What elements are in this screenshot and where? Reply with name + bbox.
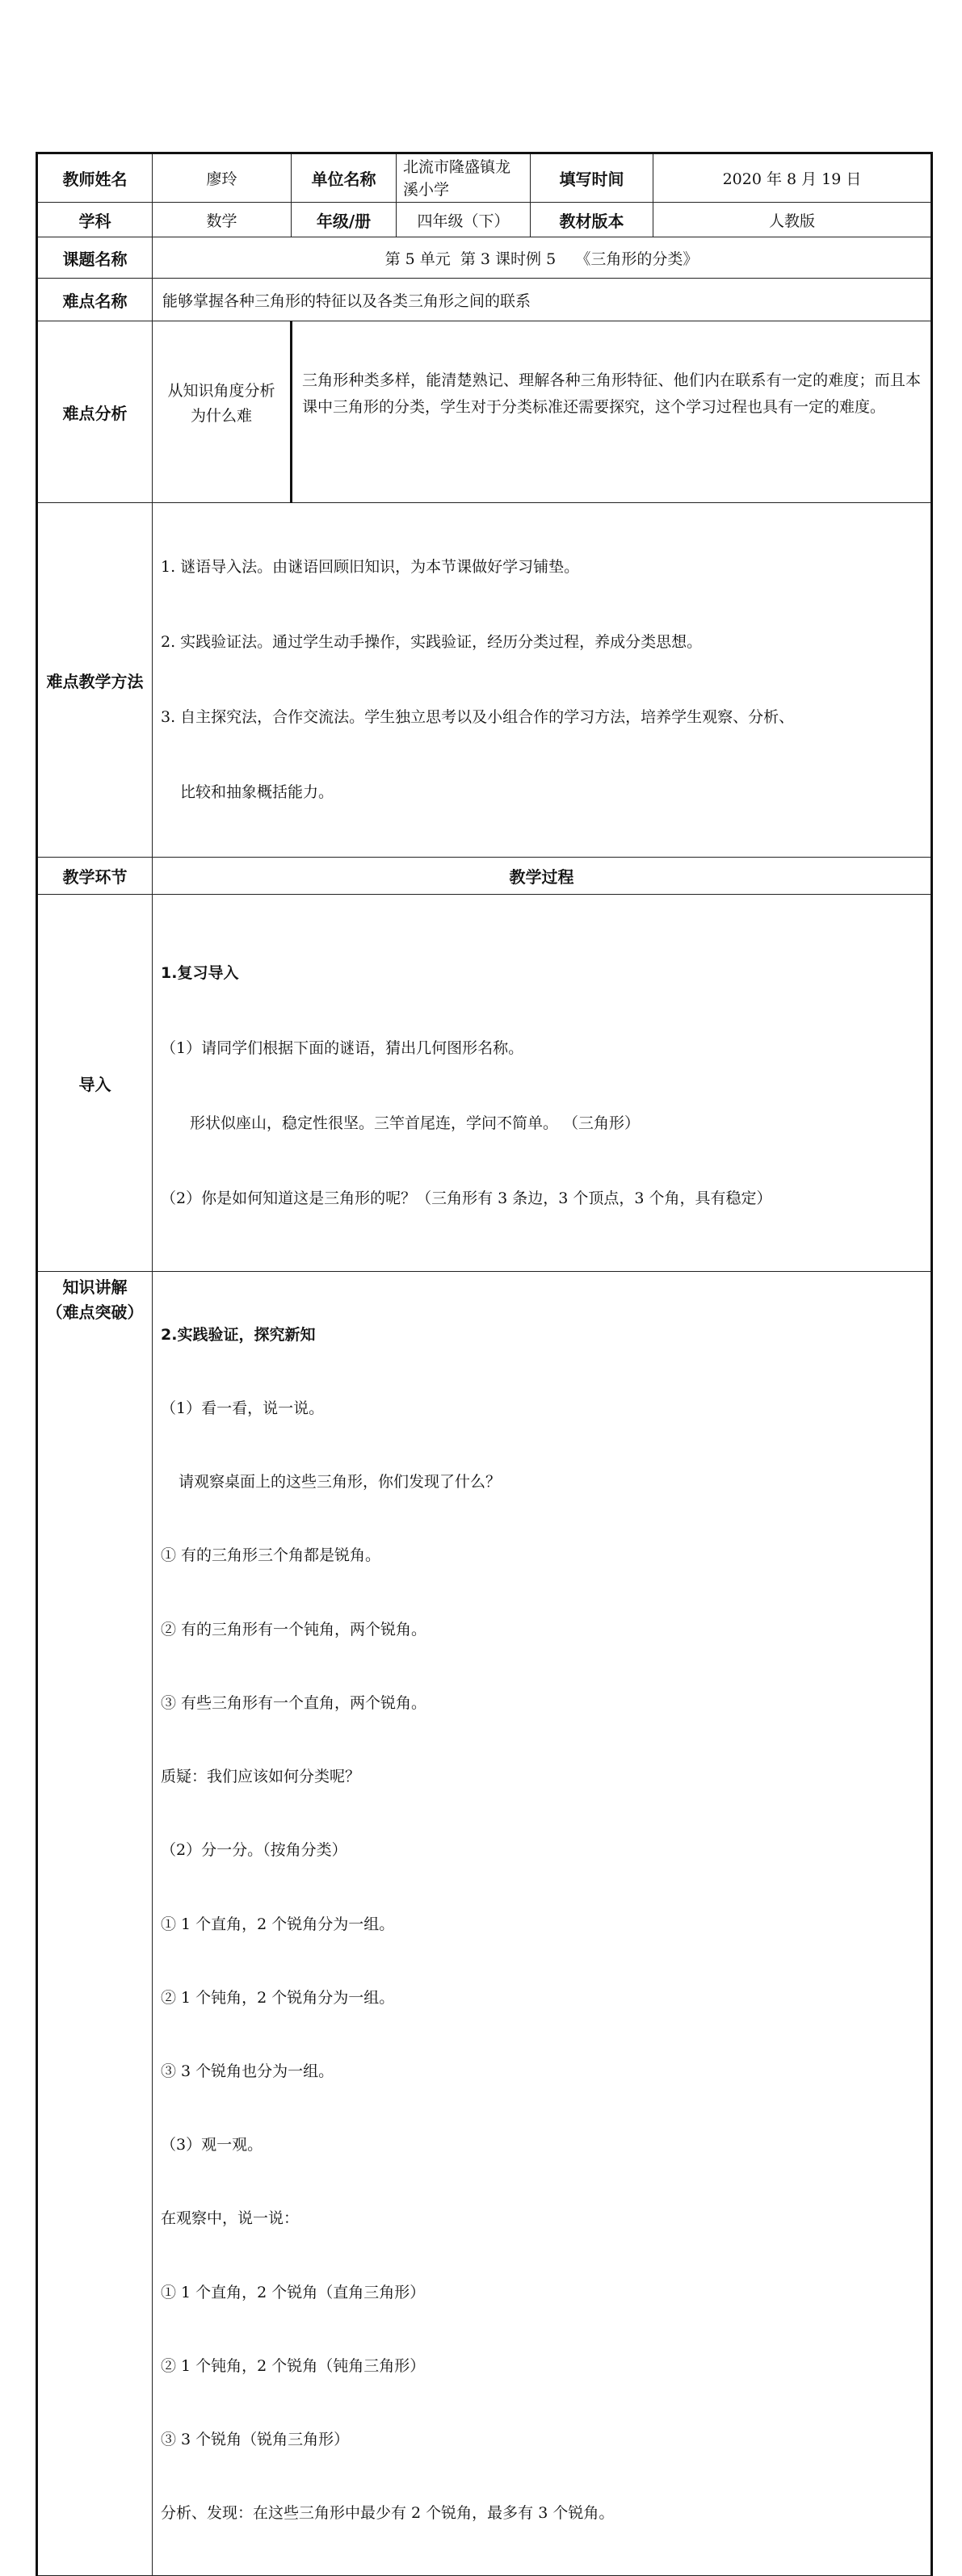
knowledge-line: 在观察中，说一说： — [161, 2209, 300, 2228]
knowledge-line: ③ 有些三角形有一个直角，两个锐角。 — [161, 1693, 427, 1712]
row-difficulty — [37, 279, 932, 321]
date-value: 2020 年 8 月 19 日 — [653, 153, 932, 203]
knowledge-line: ② 1 个钝角，2 个锐角分为一组。 — [161, 1988, 395, 2007]
unit-value-line1: 北流市隆盛镇龙 — [403, 157, 511, 176]
grade-value: 四年级（下） — [397, 203, 531, 237]
method-item: 3. 自主探究法，合作交流法。学生独立思考以及小组合作的学习方法，培养学生观察、分析、 — [161, 708, 795, 726]
knowledge-line: （3）观一观。 — [161, 2136, 263, 2154]
method-item: 1. 谜语导入法。由谜语回顾旧知识，为本节课做好学习铺垫。 — [161, 558, 580, 576]
knowledge-label-line1: 知识讲解 — [62, 1278, 128, 1297]
date-label: 填写时间 — [531, 153, 653, 203]
lesson-plan-table — [36, 152, 933, 2576]
knowledge-content — [153, 1272, 932, 2576]
knowledge-label-line2: （难点突破） — [46, 1303, 144, 1322]
row-subject — [37, 203, 932, 237]
subject-value: 数学 — [153, 203, 292, 237]
unit-value-line2: 溪小学 — [403, 180, 450, 199]
knowledge-line: 质疑：我们应该如何分类呢？ — [161, 1768, 361, 1786]
knowledge-line: ① 1 个直角，2 个锐角分为一组。 — [161, 1915, 395, 1933]
knowledge-label — [37, 1272, 153, 2576]
analysis-text: 三角形种类多样，能清楚熟记、理解各种三角形特征、他们内在联系有一定的难度；而且本课中三角形的分类，学生对于分类标准还需要探究，这个学习过程也具有一定的难度。 — [292, 321, 932, 503]
analysis-sub-label-line2: 为什么难 — [190, 407, 252, 425]
method-label: 难点教学方法 — [37, 503, 153, 858]
knowledge-line: ① 1 个直角，2 个锐角（直角三角形） — [161, 2283, 426, 2301]
knowledge-line: ② 1 个钝角，2 个锐角（钝角三角形） — [161, 2356, 426, 2375]
topic-value: 第 5 单元 第 3 课时例 5 《三角形的分类》 — [153, 237, 932, 279]
stage-label: 教学环节 — [37, 858, 153, 895]
analysis-sub-label-line1: 从知识角度分析 — [167, 382, 275, 400]
edition-value: 人教版 — [653, 203, 932, 237]
method-list — [153, 503, 932, 858]
unit-value — [397, 153, 531, 203]
row-intro — [37, 895, 932, 1272]
knowledge-line: 分析、发现：在这些三角形中最少有 2 个锐角，最多有 3 个锐角。 — [161, 2504, 615, 2523]
difficulty-value: 能够掌握各种三角形的特征以及各类三角形之间的联系 — [153, 279, 932, 321]
intro-content — [153, 895, 932, 1272]
knowledge-line: （2）分一分。（按角分类） — [161, 1841, 347, 1860]
row-process-header — [37, 858, 932, 895]
knowledge-line: ③ 3 个锐角也分为一组。 — [161, 2062, 334, 2080]
intro-label: 导入 — [37, 895, 153, 1272]
knowledge-line: （1）看一看，说一说。 — [161, 1399, 325, 1418]
topic-label: 课题名称 — [37, 237, 153, 279]
teacher-label: 教师姓名 — [37, 153, 153, 203]
knowledge-line: ① 有的三角形三个角都是锐角。 — [161, 1546, 381, 1565]
intro-line: （1）请同学们根据下面的谜语，猜出几何图形名称。 — [161, 1039, 524, 1057]
row-method — [37, 503, 932, 858]
analysis-label: 难点分析 — [37, 321, 153, 503]
intro-heading: 1.复习导入 — [161, 964, 239, 982]
row-analysis — [37, 321, 932, 503]
process-label: 教学过程 — [153, 858, 932, 895]
subject-label: 学科 — [37, 203, 153, 237]
knowledge-line: ③ 3 个锐角（锐角三角形） — [161, 2431, 350, 2449]
teacher-value: 廖玲 — [153, 153, 292, 203]
knowledge-line: ② 有的三角形有一个钝角，两个锐角。 — [161, 1620, 427, 1638]
method-item: 2. 实践验证法。通过学生动手操作，实践验证，经历分类过程，养成分类思想。 — [161, 633, 703, 651]
analysis-sub-label — [153, 321, 292, 503]
row-topic — [37, 237, 932, 279]
edition-label: 教材版本 — [531, 203, 653, 237]
grade-label: 年级/册 — [292, 203, 397, 237]
lesson-plan-sheet — [36, 152, 930, 2576]
intro-line: 形状似座山，稳定性很坚。三竿首尾连，学问不简单。 （三角形） — [190, 1114, 641, 1132]
knowledge-line: 请观察桌面上的这些三角形，你们发现了什么？ — [179, 1473, 502, 1491]
intro-line: （2）你是如何知道这是三角形的呢？（三角形有 3 条边，3 个顶点，3 个角，具有稳定） — [161, 1189, 772, 1207]
row-knowledge — [37, 1272, 932, 2576]
row-teacher — [37, 153, 932, 203]
method-item: 比较和抽象概括能力。 — [180, 783, 334, 801]
difficulty-label: 难点名称 — [37, 279, 153, 321]
unit-label: 单位名称 — [292, 153, 397, 203]
knowledge-heading: 2.实践验证，探究新知 — [161, 1325, 316, 1344]
